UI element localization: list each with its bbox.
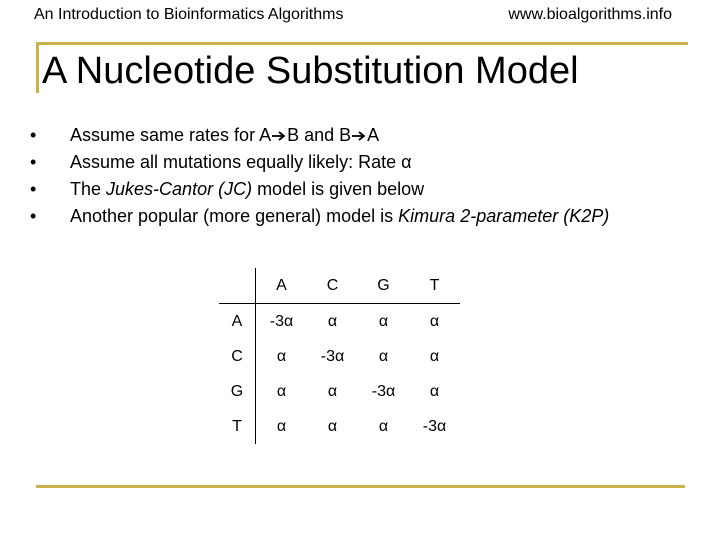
model-name: Kimura 2-parameter (K2P) <box>398 206 610 226</box>
bullet-dot: • <box>30 179 37 199</box>
column-header: G <box>377 276 390 294</box>
matrix-cell: α <box>327 417 338 435</box>
matrix-cell: -3α <box>256 304 308 340</box>
bullet-dot: • <box>30 152 37 172</box>
model-name: Jukes-Cantor (JC) <box>106 179 253 199</box>
row-header: T <box>232 417 242 435</box>
jc-substitution-matrix <box>219 268 460 444</box>
bullet-dot: • <box>30 125 37 145</box>
row-header: A <box>219 304 256 340</box>
bullet-dot: • <box>30 206 37 226</box>
bullet-text: Assume same rates for A <box>70 125 272 145</box>
matrix-cell: α <box>358 304 409 340</box>
bullet-text: model is given below <box>252 179 425 199</box>
column-header: T <box>429 276 440 294</box>
bullet-item <box>30 149 609 176</box>
matrix-cell: -3α <box>371 382 396 400</box>
matrix-row <box>219 304 460 340</box>
slide-title: A Nucleotide Substitution Model <box>42 50 579 92</box>
matrix-cell: α <box>409 304 460 340</box>
bullet-item <box>30 122 609 149</box>
matrix-cell: α <box>327 382 338 400</box>
matrix-cell: -3α <box>422 417 447 435</box>
bullet-text: B and B <box>287 125 352 145</box>
header-website: www.bioalgorithms.info <box>508 6 672 23</box>
right-arrow-icon <box>271 130 287 142</box>
bullet-item <box>30 176 609 203</box>
footer-divider <box>36 485 685 488</box>
matrix-row <box>219 409 460 444</box>
matrix-row <box>219 374 460 409</box>
matrix-cell: α <box>429 382 440 400</box>
matrix-cell: α <box>256 409 308 444</box>
matrix-cell: α <box>378 417 389 435</box>
row-header: G <box>230 382 244 400</box>
bullet-text: Assume all mutations equally likely: Rate α <box>70 152 412 172</box>
row-header: C <box>231 347 243 365</box>
bullet-item <box>30 203 609 230</box>
bullet-text: The <box>70 179 107 199</box>
right-arrow-icon <box>351 130 367 142</box>
column-header: A <box>256 268 308 304</box>
bullet-text: A <box>367 125 380 145</box>
header-course-title: An Introduction to Bioinformatics Algorithms <box>34 6 344 23</box>
matrix-corner <box>219 268 256 304</box>
matrix-row <box>219 339 460 374</box>
matrix-cell: α <box>256 339 308 374</box>
matrix-cell: -3α <box>320 347 345 365</box>
bullet-list <box>30 122 609 230</box>
column-header: C <box>326 276 339 294</box>
matrix-header-row <box>219 268 460 304</box>
bullet-text: Another popular (more general) model is <box>70 206 399 226</box>
matrix-cell: α <box>307 304 358 340</box>
matrix-cell: α <box>256 374 308 409</box>
matrix-cell: α <box>378 347 389 365</box>
matrix-cell: α <box>429 347 440 365</box>
